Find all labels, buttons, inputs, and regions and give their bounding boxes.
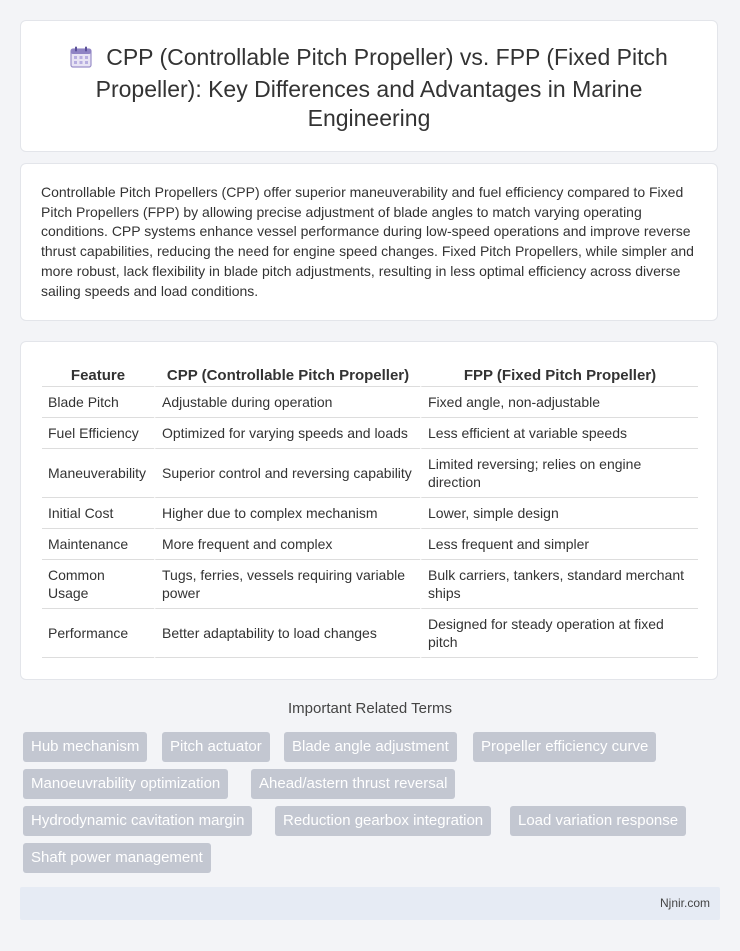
footer xyxy=(20,887,720,920)
table-row xyxy=(42,529,698,560)
page-title-text: CPP (Controllable Pitch Propeller) vs. FPP (Fixed Pitch Propeller): Key Differences and Advantages in Marine Engineering xyxy=(95,44,668,131)
related-terms-heading: Important Related Terms xyxy=(288,700,452,717)
cell-fpp: Designed for steady operation at fixed pitch xyxy=(420,609,698,658)
table-header-row xyxy=(42,364,698,387)
tag-load-variation-response[interactable]: Load variation response xyxy=(510,806,686,836)
cell-cpp: Tugs, ferries, vessels requiring variable power xyxy=(154,560,420,609)
tag-blade-angle-adjustment[interactable]: Blade angle adjustment xyxy=(284,732,457,762)
comparison-table-card xyxy=(20,341,718,680)
cell-cpp: Adjustable during operation xyxy=(154,387,420,418)
cell-fpp: Lower, simple design xyxy=(420,498,698,529)
cell-fpp: Less efficient at variable speeds xyxy=(420,418,698,449)
tag-hub-mechanism[interactable]: Hub mechanism xyxy=(23,732,147,762)
tag-reduction-gearbox-integration[interactable]: Reduction gearbox integration xyxy=(275,806,491,836)
cell-fpp: Bulk carriers, tankers, standard merchant ships xyxy=(420,560,698,609)
header-feature: Feature xyxy=(42,364,154,387)
tag-propeller-efficiency-curve[interactable]: Propeller efficiency curve xyxy=(473,732,656,762)
intro-card xyxy=(20,163,718,321)
cell-feature: Common Usage xyxy=(42,560,154,609)
cell-cpp: Superior control and reversing capability xyxy=(154,449,420,498)
cell-feature: Performance xyxy=(42,609,154,658)
cell-feature: Maintenance xyxy=(42,529,154,560)
tag-shaft-power-management[interactable]: Shaft power management xyxy=(23,843,211,873)
cell-fpp: Fixed angle, non-adjustable xyxy=(420,387,698,418)
cell-cpp: Higher due to complex mechanism xyxy=(154,498,420,529)
cell-cpp: More frequent and complex xyxy=(154,529,420,560)
title-card xyxy=(20,20,718,152)
table-row xyxy=(42,387,698,418)
cell-fpp: Less frequent and simpler xyxy=(420,529,698,560)
header-fpp: FPP (Fixed Pitch Propeller) xyxy=(420,364,698,387)
table-row xyxy=(42,609,698,658)
table-row xyxy=(42,498,698,529)
table-row xyxy=(42,449,698,498)
comparison-table xyxy=(42,364,698,658)
tag-pitch-actuator[interactable]: Pitch actuator xyxy=(162,732,270,762)
calendar-icon xyxy=(70,46,92,75)
table-row xyxy=(42,418,698,449)
cell-feature: Maneuverability xyxy=(42,449,154,498)
cell-fpp: Limited reversing; relies on engine direction xyxy=(420,449,698,498)
cell-feature: Blade Pitch xyxy=(42,387,154,418)
tag-hydrodynamic-cavitation-margin[interactable]: Hydrodynamic cavitation margin xyxy=(23,806,252,836)
page-title xyxy=(21,21,717,133)
footer-site[interactable]: Njnir.com xyxy=(659,896,710,910)
cell-feature: Fuel Efficiency xyxy=(42,418,154,449)
table-row xyxy=(42,560,698,609)
tag-ahead-astern-thrust-reversal[interactable]: Ahead/astern thrust reversal xyxy=(251,769,455,799)
tag-manoeuvrability-optimization[interactable]: Manoeuvrability optimization xyxy=(23,769,228,799)
cell-cpp: Better adaptability to load changes xyxy=(154,609,420,658)
header-cpp: CPP (Controllable Pitch Propeller) xyxy=(154,364,420,387)
intro-paragraph: Controllable Pitch Propellers (CPP) offer superior maneuverability and fuel efficiency compared to Fixed Pitch Propellers (FPP) by allowing precise adjustment of blade angles to match varying operating conditions. CPP systems enhance vessel performance during low-speed operations and improve reverse thrust capabilities, reducing the need for engine speed changes. Fixed Pitch Propellers, while simpler and more robust, lack flexibility in blade pitch adjustments, resulting in less optimal efficiency across diverse sailing speeds and load conditions. xyxy=(41,184,694,299)
cell-feature: Initial Cost xyxy=(42,498,154,529)
cell-cpp: Optimized for varying speeds and loads xyxy=(154,418,420,449)
